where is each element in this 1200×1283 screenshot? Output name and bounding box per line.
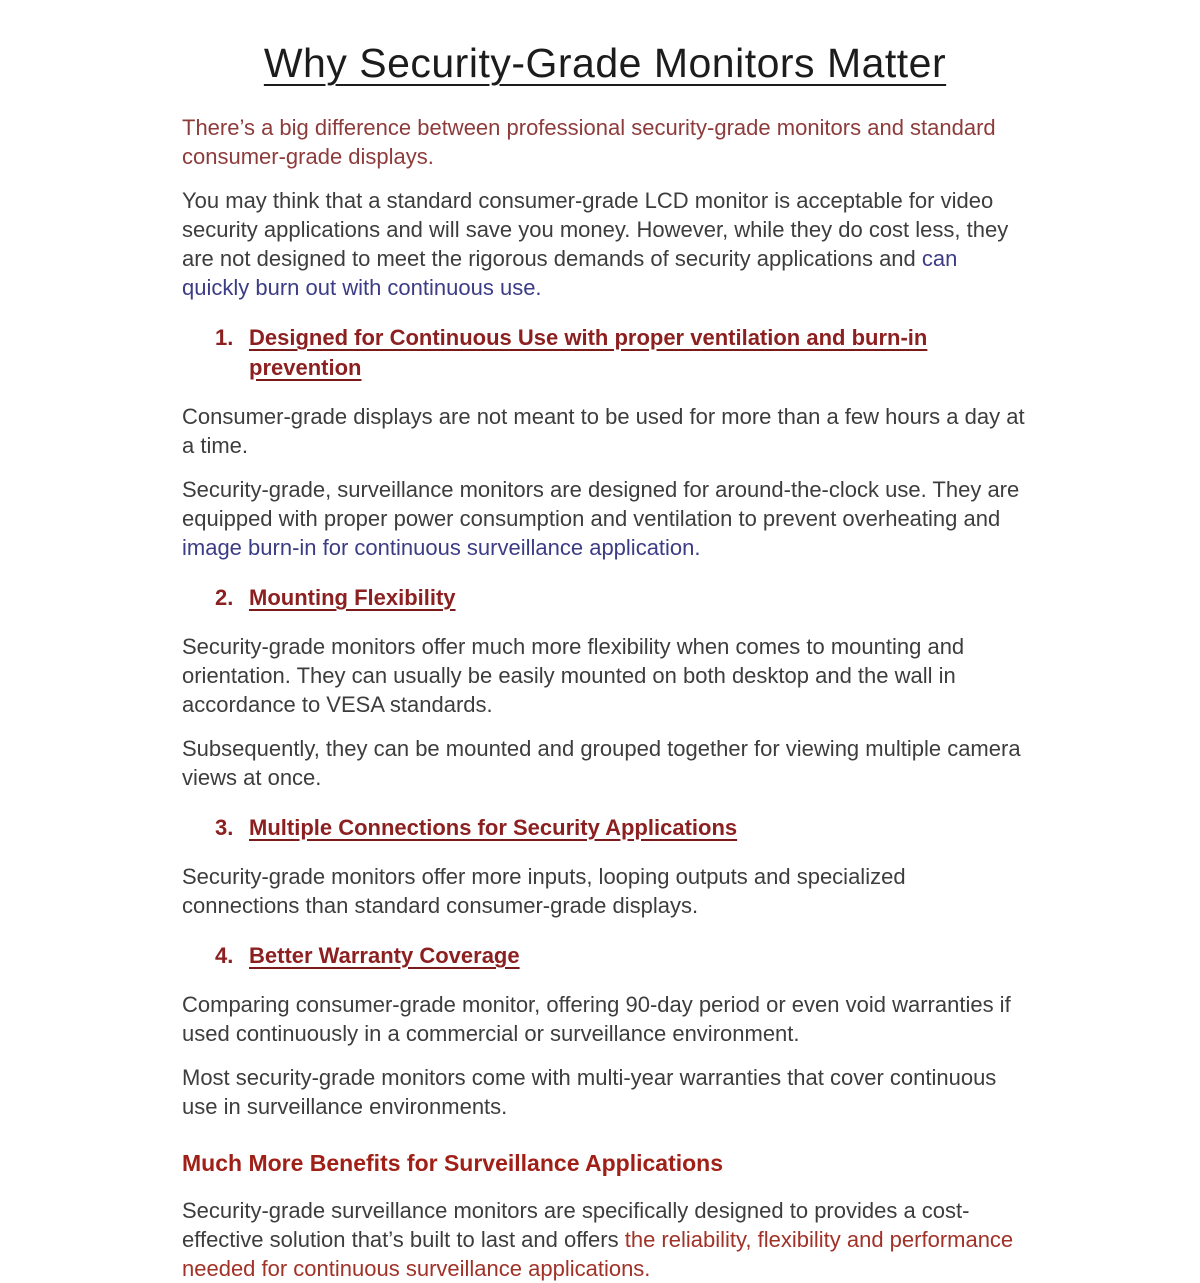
item-4-paragraph-2: Most security-grade monitors come with multi-year warranties that cover continuous use in surveillance environments. — [182, 1065, 997, 1119]
closing-paragraph — [182, 1196, 1028, 1283]
list-item-1 — [215, 323, 1005, 383]
closing-highlight-text: the reliability, flexibility and performance needed for continuous surveillance applications. — [182, 1227, 1014, 1281]
item-2-heading-link[interactable]: Mounting Flexibility — [249, 585, 456, 610]
intro-paragraph: There’s a big difference between professional security-grade monitors and standard consumer-grade displays. — [182, 115, 996, 169]
item-2-number: 2. — [215, 585, 234, 610]
page-title: Why Security-Grade Monitors Matter — [263, 40, 947, 86]
item-3-paragraph-1: Security-grade monitors offer more inputs, looping outputs and specialized connections than standard consumer-grade displays. — [182, 864, 906, 918]
list-item-4 — [215, 941, 1005, 971]
item-3-heading-link[interactable]: Multiple Connections for Security Applications — [249, 815, 738, 840]
item-2-paragraph-1: Security-grade monitors offer much more flexibility when comes to mounting and orientation. They can usually be easily mounted on both desktop and the wall in accordance to VESA standards. — [182, 634, 965, 717]
image-burn-in-link[interactable]: image burn-in for continuous surveillance application. — [182, 535, 701, 560]
item-1-paragraph-2 — [182, 475, 1028, 562]
item-1-paragraph-2-text: Security-grade, surveillance monitors are designed for around-the-clock use. They are equipped with proper power consumption and ventilation to prevent overheating and — [182, 477, 1020, 531]
item-2-paragraph-2: Subsequently, they can be mounted and grouped together for viewing multiple camera views at once. — [182, 736, 1021, 790]
item-3-number: 3. — [215, 815, 234, 840]
closing-text: Security-grade surveillance monitors are specifically designed to provides a cost-effective solution that’s built to last and offers — [182, 1198, 970, 1252]
item-4-paragraph-1: Comparing consumer-grade monitor, offering 90-day period or even void warranties if used continuously in a commercial or surveillance environment. — [182, 992, 1011, 1046]
item-4-number: 4. — [215, 943, 234, 968]
list-item-2 — [215, 583, 1005, 613]
item-1-paragraph-1: Consumer-grade displays are not meant to be used for more than a few hours a day at a time. — [182, 404, 1025, 458]
item-1-number: 1. — [215, 325, 234, 350]
overview-text: You may think that a standard consumer-grade LCD monitor is acceptable for video security applications and will save you money. However, while they do cost less, they are not designed to meet the rigorous demands of security applications and — [182, 188, 1009, 271]
overview-paragraph — [182, 186, 1028, 302]
benefits-section-heading: Much More Benefits for Surveillance Applications — [182, 1150, 724, 1176]
list-item-3 — [215, 813, 1005, 843]
burn-out-link[interactable]: can quickly burn out with continuous use. — [182, 246, 958, 300]
item-4-heading-link[interactable]: Better Warranty Coverage — [249, 943, 520, 968]
item-1-heading-link[interactable]: Designed for Continuous Use with proper ventilation and burn-in prevention — [249, 325, 928, 380]
